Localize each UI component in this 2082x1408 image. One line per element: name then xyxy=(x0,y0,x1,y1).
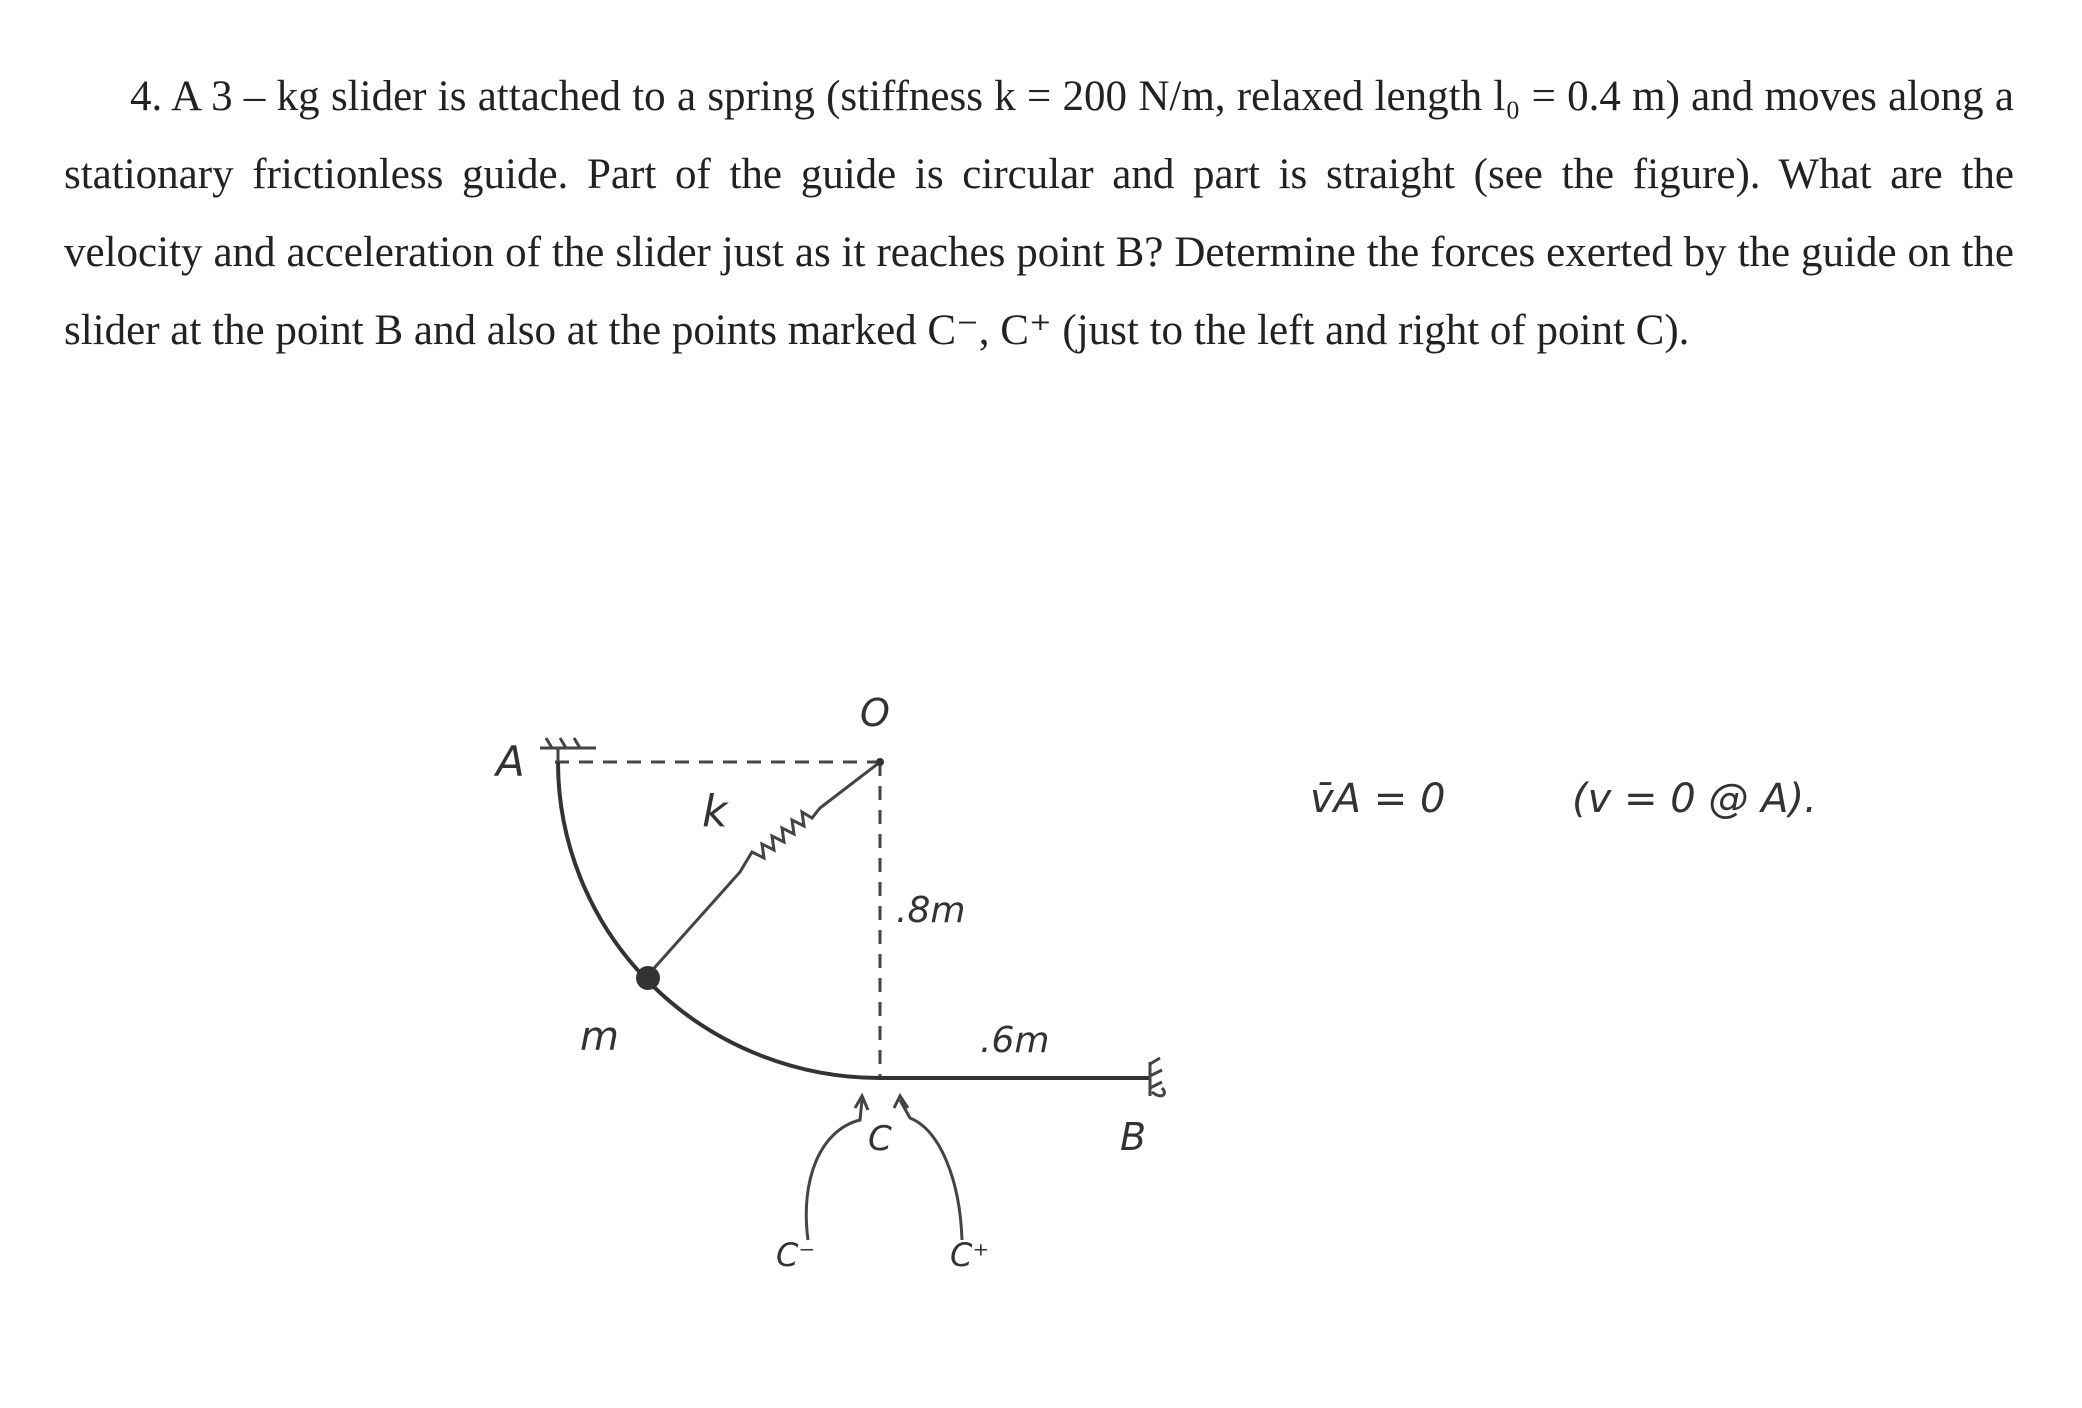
spring xyxy=(648,762,880,975)
arrow-c-minus xyxy=(806,1100,862,1240)
problem-statement: 4. A 3 – kg slider is attached to a spring (stiffness k = 200 N/m, relaxed length l₀ = 0.4 m) and moves along a stationary frictionless guide. Part of the guide is circular and part is straight (see the figure). What are the velocity and acceleration of the slider just as it reaches point B? Determine the forces exerted by the guide on the slider at the point B and also at the points marked C⁻, C⁺ (just to the left and right of point C). xyxy=(64,73,2014,354)
label-length: .6m xyxy=(980,1020,1050,1061)
note-va: v̄A = 0 xyxy=(1310,776,1446,822)
circular-guide xyxy=(558,762,880,1078)
point-o-dot xyxy=(876,758,884,766)
label-k: k xyxy=(702,786,728,837)
label-b: B xyxy=(1120,1115,1147,1159)
wall-hatch-a xyxy=(540,738,596,762)
label-radius: .8m xyxy=(896,890,966,931)
wall-hatch-b xyxy=(1150,1058,1164,1096)
label-c-plus: C⁺ xyxy=(950,1236,990,1274)
label-o: O xyxy=(860,691,890,735)
label-c-minus: C⁻ xyxy=(776,1236,816,1274)
label-m: m xyxy=(580,1014,619,1060)
label-a: A xyxy=(496,737,525,786)
slider-mass xyxy=(636,966,660,990)
arrow-c-plus xyxy=(900,1100,962,1240)
note-condition: (v = 0 @ A). xyxy=(1572,776,1817,822)
label-c: C xyxy=(868,1119,892,1159)
